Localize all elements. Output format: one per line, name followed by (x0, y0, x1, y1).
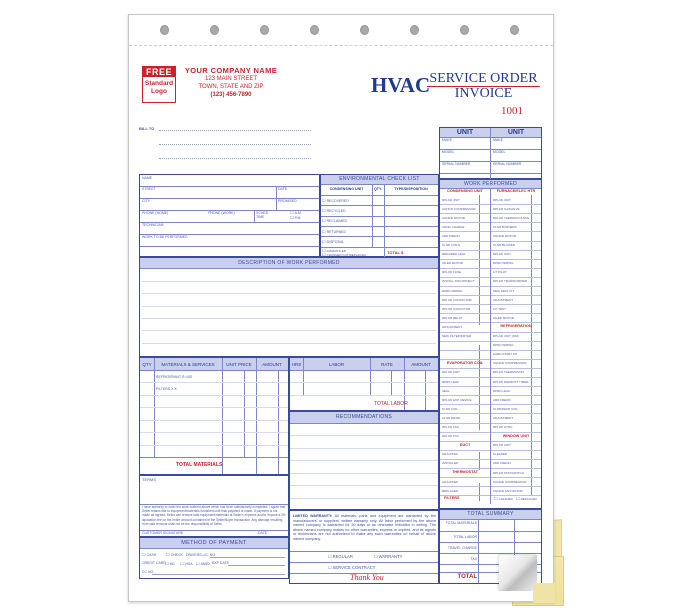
punch-hole-icon (510, 25, 519, 35)
work-item-checkbox[interactable]: RPLCD UNIT (442, 197, 461, 202)
section-header: REFRIGERATION (500, 324, 532, 329)
drivers-license-field[interactable]: DRIVERS LIC. NO. (186, 552, 217, 557)
work-item-checkbox[interactable]: RPLCD UNIT (493, 197, 512, 202)
work-item-checkbox[interactable]: RPLCD CONTACTOR (442, 297, 472, 302)
work-item-checkbox[interactable]: HARD-START KIT (493, 352, 518, 357)
work-item-checkbox[interactable]: RPRD WIRING (442, 288, 463, 293)
row-divider (491, 468, 541, 469)
work-item-checkbox[interactable]: RPLCD FAN (442, 425, 459, 429)
work-item-checkbox[interactable]: RPLCD UNIT (OM) (493, 334, 519, 338)
sched-time-field[interactable]: SCHED. TIME (256, 211, 270, 219)
row-divider (491, 213, 541, 214)
warranty-text (293, 514, 436, 541)
exp-date-field[interactable]: EXP DATE (212, 561, 229, 565)
work-item-checkbox[interactable]: RPLCD PVC (442, 434, 460, 439)
row-divider (440, 222, 490, 223)
row-divider (440, 413, 490, 414)
punch-hole-icon (160, 25, 169, 35)
row-divider (440, 486, 490, 487)
city-field[interactable]: CITY (142, 199, 150, 203)
row-divider (491, 241, 541, 242)
work-item-checkbox[interactable]: INSTALLED (442, 461, 459, 466)
env-col-condensing: CONDENSING UNIT (329, 187, 364, 191)
environmental-checklist (320, 174, 439, 257)
row-divider (491, 386, 541, 387)
summary-travel-charge: TRAVEL CHARGE (447, 546, 477, 550)
row-divider (491, 368, 541, 369)
bill-to-line-2[interactable] (159, 144, 311, 145)
work-item-checkbox[interactable]: RPLCD UNIT (493, 443, 512, 448)
payment-title: METHOD OF PAYMENT (140, 538, 288, 548)
work-item-checkbox[interactable]: CLND COILS (442, 243, 461, 247)
work-item-checkbox[interactable]: ADJUSTED (442, 452, 458, 457)
furnace-header: FURNACE/ELEC HTR (496, 189, 536, 193)
work-item-checkbox[interactable]: REPAIRED LEAK (442, 252, 466, 257)
row-divider (440, 259, 490, 260)
am-checkbox[interactable]: ☐ A.M. (290, 210, 302, 215)
work-item-checkbox[interactable]: OILED MOTOR (442, 261, 463, 266)
env-col-qty: QTY. (374, 187, 382, 191)
summary-total-materials: TOTAL MATERIALS (445, 521, 477, 525)
filters-cleaned-checkbox[interactable]: ☐ CLEANED (494, 496, 513, 501)
unit-1-make[interactable]: MAKE (442, 138, 452, 142)
work-item-checkbox[interactable]: CDNG CHARGE (442, 224, 465, 229)
total-materials-label: TOTAL MATERIALS (176, 462, 223, 468)
company-info (181, 66, 281, 99)
row-divider (440, 322, 490, 323)
row-divider (440, 441, 490, 442)
work-item-checkbox[interactable]: RPRD LEAK (442, 379, 460, 384)
work-item-checkbox[interactable]: INSTALL DISCONNECT (442, 279, 475, 284)
work-item-checkbox[interactable]: CHNGD FAN MOTOR (493, 488, 523, 493)
row-divider (440, 350, 490, 351)
work-item-checkbox[interactable]: CLND/DEFR COIL (493, 406, 519, 411)
row-divider (440, 459, 490, 460)
work-item-checkbox[interactable]: ADD FREON (442, 233, 460, 238)
work-item-checkbox[interactable]: CO TEST (493, 306, 506, 311)
col-amount: AMOUNT (262, 362, 282, 367)
warranty-box (289, 510, 439, 584)
col-rate: RATE (381, 362, 393, 367)
work-item-checkbox[interactable]: OILED MOTOR (493, 315, 514, 320)
work-item-checkbox[interactable]: RPLCD UNIT (442, 370, 461, 375)
description-title: DESCRIPTION OF WORK PERFORMED (140, 258, 438, 268)
regular-checkbox[interactable]: ☐ REGULAR (328, 554, 353, 559)
visa-checkbox[interactable]: ☐ VISA (180, 561, 193, 566)
warranty-body: All materials, parts and equipment are warranted by the manufacturers' or suppliers' written warranty only. All labor performed by the above named company is warranted for 30 days or as otherwise indicated in writing. The above named company makes no other warranties, express or implied, and its agents or technicians are not authorized to make any such warranties on behalf of above named company. (293, 514, 436, 541)
summary-total-labor: TOTAL LABOR (453, 535, 477, 539)
work-item-checkbox[interactable]: RPLCD STAT/SWITCH (493, 470, 524, 475)
unit-2-model[interactable]: MODEL (493, 150, 506, 154)
work-item-checkbox[interactable]: RPLCD TRANSFORMER (493, 279, 528, 284)
customer-signature-field[interactable]: CUSTOMER SIGNATURE (142, 531, 184, 535)
col-unit-price: UNIT PRICE (226, 362, 252, 367)
row-divider (440, 241, 490, 242)
work-item-checkbox[interactable]: RPLCD UNIT (493, 252, 512, 257)
perforation-line (129, 45, 553, 46)
punch-hole-icon (360, 25, 369, 35)
row-divider (440, 404, 490, 405)
recycled-checkbox[interactable]: ☐ RECYCLED (322, 208, 346, 213)
work-item-checkbox[interactable]: RPLCD THERMOCOUPLE (493, 215, 530, 220)
work-item-checkbox[interactable]: CLND COIL (442, 406, 459, 411)
row-divider (440, 377, 490, 378)
row-divider (440, 450, 490, 451)
col-hrs: HRS (291, 362, 302, 367)
customer-info-box (139, 174, 320, 257)
total-labor-label: TOTAL LABOR (374, 401, 408, 407)
work-item-checkbox[interactable]: RPLCD GASVALVE (493, 206, 520, 211)
row-divider (440, 304, 490, 305)
work-to-be-performed-field[interactable]: WORK TO BE PERFORMED (142, 235, 188, 239)
row-divider (491, 268, 541, 269)
unit-2-header: UNIT (507, 129, 525, 136)
punch-hole-icon (210, 25, 219, 35)
row-divider (491, 313, 541, 314)
unit-1-model[interactable]: MODEL (442, 150, 455, 154)
unit-2-serial[interactable]: SERIAL NUMBER (493, 162, 522, 166)
work-item-checkbox[interactable]: CLND BLOWER (493, 243, 516, 247)
work-performed-title: WORK PERFORMED (440, 180, 541, 188)
technician-field[interactable]: TECHNICIAN (142, 223, 164, 227)
work-item-checkbox[interactable]: NEW FILTER/DRYER (442, 334, 472, 338)
bill-to-line-3[interactable] (159, 158, 311, 159)
street-field[interactable]: STREET (142, 187, 156, 191)
title-service-order: SERVICE ORDER (427, 72, 540, 87)
unit-2-make[interactable]: MAKE (493, 138, 503, 142)
row-divider (491, 322, 541, 323)
row-divider (491, 413, 541, 414)
amex-checkbox[interactable]: ☐ AMEX (196, 561, 211, 566)
row-divider (491, 259, 541, 260)
work-item-checkbox[interactable]: CHNGD COMPRESSOR (442, 206, 476, 211)
row-divider (491, 486, 541, 487)
company-phone: (123) 456-7890 (210, 92, 252, 98)
promised-field[interactable]: PROMISED (278, 199, 297, 203)
refrigerant-row[interactable]: REFRIGERANT R LBS (156, 375, 193, 379)
work-item-checkbox[interactable]: ADJUSTMENT (493, 415, 514, 420)
row-divider (440, 359, 490, 360)
mc-checkbox[interactable]: ☐ MC (165, 561, 175, 566)
row-divider (440, 468, 490, 469)
signature-date-field[interactable]: DATE (258, 531, 268, 535)
work-item-checkbox[interactable]: ADJUSTED (442, 479, 458, 484)
invoice-form (128, 14, 554, 602)
logo-logo-text: Logo (151, 88, 167, 95)
section-header: THERMOSTAT (452, 470, 478, 474)
row-divider (491, 450, 541, 451)
logo-free-text: FREE (143, 67, 175, 77)
logo-standard-text: Standard (144, 80, 174, 87)
materials-table (139, 357, 289, 475)
row-divider (491, 231, 541, 232)
recommendations-title: RECOMMENDATIONS (290, 412, 438, 423)
work-item-checkbox[interactable]: ADD FREON (493, 397, 511, 402)
row-divider (491, 441, 541, 442)
work-item-checkbox[interactable]: CHNGD MOTOR (493, 233, 516, 238)
total-summary-title: TOTAL SUMMARY (440, 510, 541, 519)
punch-hole-icon (310, 25, 319, 35)
section-header: EVAPORATOR COIL (446, 360, 484, 365)
thank-you-text: Thank You (350, 573, 384, 582)
row-divider (440, 313, 490, 314)
row-divider (491, 250, 541, 251)
row-divider (491, 341, 541, 342)
name-field[interactable]: NAME (142, 176, 153, 180)
row-divider (491, 332, 541, 333)
title-hvac: HVAC (371, 73, 431, 97)
work-item-checkbox[interactable]: RPLCD CAPACITOR (442, 306, 471, 311)
row-divider (440, 231, 490, 232)
bill-to-label: BILL TO (139, 126, 155, 131)
date-field[interactable]: DATE (278, 187, 288, 191)
cc-number-field[interactable]: CC NO. (142, 570, 155, 574)
section-header: DUCT (459, 442, 471, 447)
punch-hole-icon (410, 25, 419, 35)
terms-box (139, 475, 289, 537)
work-item-checkbox[interactable]: RPLCD HTNG (493, 425, 513, 429)
labor-table (289, 357, 439, 411)
phone-work-field[interactable]: PHONE (WORK) (208, 211, 235, 215)
row-divider (491, 304, 541, 305)
logo (142, 66, 176, 103)
recovered-checkbox[interactable]: ☐ RECOVERED (322, 198, 349, 203)
work-item-checkbox[interactable]: CHNGD COMPRESSOR (493, 479, 527, 484)
section-header: WINDOW UNIT (502, 433, 530, 438)
env-col-type: TYPE/DISPOSITION (394, 187, 428, 191)
work-item-checkbox[interactable]: RPLCD EXP. DEVICE (442, 397, 472, 402)
row-divider (491, 423, 541, 424)
row-divider (491, 277, 541, 278)
row-divider (440, 295, 490, 296)
row-divider (440, 341, 490, 342)
punch-holes (129, 25, 553, 39)
work-item-checkbox[interactable]: RPLCD THERMOSTAT (493, 370, 525, 375)
work-item-checkbox[interactable]: CLEANED (493, 452, 508, 457)
env-checklist-title: ENVIRONMENTAL CHECK LIST (321, 175, 438, 184)
service-contract-checkbox[interactable]: ☐ SERVICE CONTRACT (328, 565, 375, 570)
row-divider (440, 477, 490, 478)
unit-info-box (439, 127, 542, 179)
work-item-checkbox[interactable]: RPRD WIRING (493, 261, 514, 266)
carbon-copy-fold (533, 583, 555, 603)
col-qty: QTY (142, 362, 152, 367)
work-item-checkbox[interactable]: RPLCD DEFROST TIMER (493, 379, 529, 384)
filters-label: FILTERS (444, 496, 460, 501)
payment-box (139, 537, 289, 579)
row-divider (440, 432, 490, 433)
summary-total: TOTAL (457, 574, 477, 580)
row-divider (491, 350, 541, 351)
work-item-checkbox[interactable]: RPLCD RELAY (442, 315, 463, 320)
page-curl-icon (499, 555, 537, 591)
work-item-checkbox[interactable]: RPLCD FUSE (442, 270, 462, 275)
company-name: YOUR COMPANY NAME (184, 66, 278, 75)
row-divider (440, 386, 490, 387)
work-item-checkbox[interactable]: REPLACED (442, 488, 459, 493)
filters-replaced-checkbox[interactable]: ☐ REPLACED (516, 496, 537, 501)
title-invoice: INVOICE (454, 86, 513, 101)
reclaimed-checkbox[interactable]: ☐ RECLAIMED (322, 218, 347, 223)
filters-row[interactable]: FILTERS X X (156, 387, 177, 391)
work-item-checkbox[interactable]: ADJUSTMENT (493, 297, 514, 302)
recommendations-box (289, 411, 439, 510)
row-divider (440, 423, 490, 424)
row-divider (491, 459, 541, 460)
row-divider (491, 377, 541, 378)
bill-to-line-1[interactable] (159, 130, 311, 131)
row-divider (440, 204, 490, 205)
dismantled-checkbox[interactable]: ☐ DISMANTLED (322, 248, 346, 253)
invoice-number: 1001 (501, 105, 523, 117)
env-total: TOTAL $ (387, 250, 404, 255)
punch-hole-icon (260, 25, 269, 35)
row-divider (440, 368, 490, 369)
warranty-heading: LIMITED WARRANTY: (293, 514, 333, 518)
description-box (139, 257, 439, 357)
unit-1-header: UNIT (456, 129, 474, 136)
col-materials: MATERIALS & SERVICES (161, 362, 215, 367)
row-divider (491, 295, 541, 296)
work-item-checkbox[interactable]: LIT PILOT (493, 270, 507, 275)
unit-1-serial[interactable]: SERIAL NUMBER (442, 162, 471, 166)
terms-label: TERMS (142, 477, 156, 482)
row-divider (440, 395, 490, 396)
row-divider (491, 286, 541, 287)
work-item-checkbox[interactable]: CHNGD MOTOR (442, 215, 465, 220)
work-performed-box (439, 179, 542, 509)
row-divider (491, 395, 541, 396)
work-item-checkbox[interactable]: RPRD WIRING (493, 343, 514, 348)
work-item-checkbox[interactable]: RPRD LEAK (493, 388, 511, 393)
work-item-checkbox[interactable]: SEAL (442, 388, 450, 393)
row-divider (491, 222, 541, 223)
work-item-checkbox[interactable]: NEW HEAT KIT (493, 288, 515, 293)
phone-home-field[interactable]: PHONE (HOME) (142, 211, 169, 215)
work-item-checkbox[interactable]: CHNGD COMPRESSOR (493, 361, 527, 366)
work-item-checkbox[interactable]: CLND DRAIN (442, 415, 461, 420)
pm-checkbox[interactable]: ☐ P.M. (290, 215, 301, 220)
warranty-checkbox[interactable]: ☐ WARRANTY (374, 554, 402, 559)
company-street: 123 MAIN STREET (204, 76, 257, 82)
work-item-checkbox[interactable]: ADJUSTMENT (442, 324, 463, 329)
row-divider (440, 277, 490, 278)
row-divider (491, 432, 541, 433)
col-labor-amount: AMOUNT (411, 362, 431, 367)
summary-tax: TAX (470, 557, 477, 561)
punch-hole-icon (460, 25, 469, 35)
row-divider (440, 286, 490, 287)
col-labor: LABOR (328, 362, 345, 367)
company-city: TOWN, STATE AND ZIP (198, 84, 264, 90)
row-divider (491, 477, 541, 478)
returned-checkbox[interactable]: ☐ RETURNED (322, 229, 346, 234)
row-divider (440, 268, 490, 269)
row-divider (440, 213, 490, 214)
work-item-checkbox[interactable]: CLND BURNERS (493, 224, 517, 229)
condensing-unit-header: CONDENSING UNIT (447, 189, 483, 193)
row-divider (491, 204, 541, 205)
row-divider (491, 359, 541, 360)
cash-checkbox[interactable]: ☐ CASH (142, 552, 156, 557)
disposal-checkbox[interactable]: ☐ DISPOSAL (322, 239, 344, 244)
work-item-checkbox[interactable]: ADD FREON (493, 461, 511, 466)
row-divider (491, 404, 541, 405)
row-divider (440, 332, 490, 333)
row-divider (440, 250, 490, 251)
credit-card-label: CREDIT CARD (142, 561, 166, 565)
check-checkbox[interactable]: ☐ CHECK (166, 552, 183, 557)
changed-out-checkbox[interactable]: ☐ CHANGED OUT/REPLACED (322, 252, 366, 257)
authorization-text: I have authority to order the work outlined above which has been satisfactorily completed. I agree that Seller retains title to equipment/materials furnished until final payment is made. If payment is not made as agreed, Seller can remove said equipment/materials at Seller's expense and/or impose a 2% liquidation fee on the entire amount contained in the Seller/Buyer transaction. Any damage resulting from said removal shall not be the responsibility of Seller. (142, 505, 286, 526)
